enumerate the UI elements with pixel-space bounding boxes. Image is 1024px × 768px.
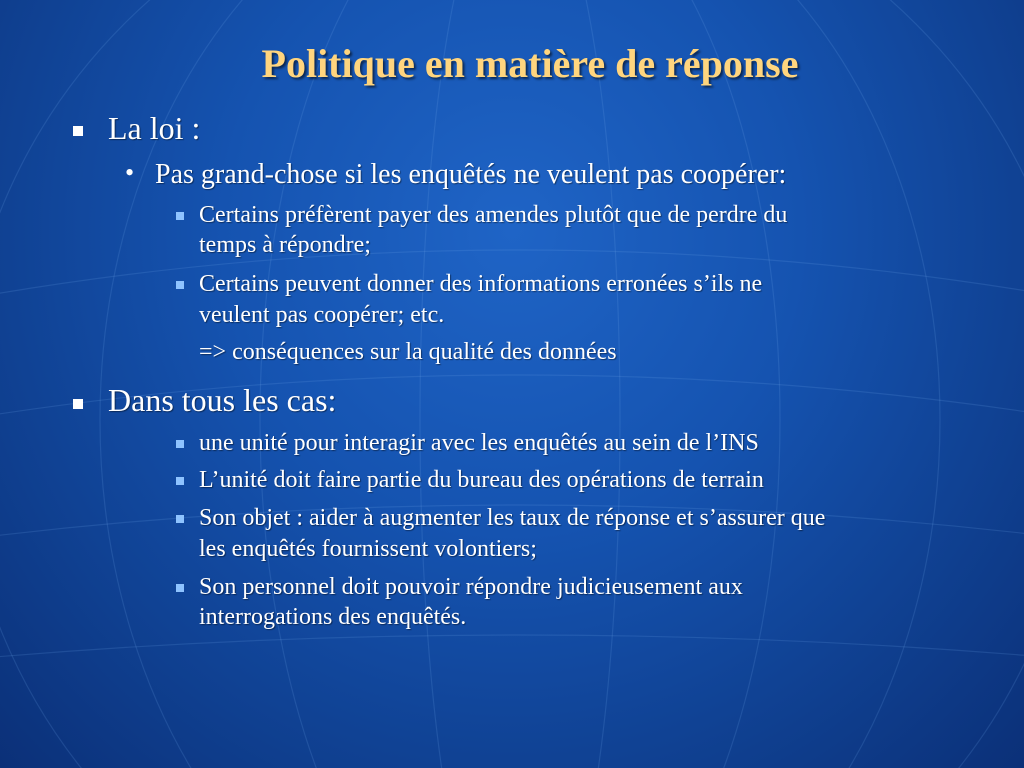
section-heading: La loi :	[108, 110, 201, 146]
slide-title: Politique en matière de réponse	[261, 41, 799, 86]
round-bullet-icon: •	[125, 158, 135, 187]
section-subheading: Pas grand-chose si les enquêtés ne veulent pas coopérer:	[155, 159, 787, 190]
consequence-note: => conséquences sur la qualité des données	[199, 339, 617, 365]
list-item-line: Certains peuvent donner des informations erronées s’ils ne	[199, 271, 763, 297]
small-square-bullet-icon	[176, 584, 184, 592]
list-item-line: Son objet : aider à augmenter les taux de réponse et s’assurer que	[199, 505, 826, 531]
square-bullet-icon	[73, 399, 83, 409]
small-square-bullet-icon	[176, 281, 184, 289]
list-item-line: une unité pour interagir avec les enquêtés au sein de l’INS	[199, 430, 759, 456]
list-item-line: temps à répondre;	[199, 232, 371, 258]
list-item-line: veulent pas coopérer; etc.	[199, 302, 445, 328]
list-item-line: interrogations des enquêtés.	[199, 604, 467, 630]
small-square-bullet-icon	[176, 440, 184, 448]
list-item-line: Son personnel doit pouvoir répondre judicieusement aux	[199, 574, 743, 600]
small-square-bullet-icon	[176, 477, 184, 485]
list-item-line: L’unité doit faire partie du bureau des opérations de terrain	[199, 467, 764, 493]
square-bullet-icon	[73, 126, 83, 136]
small-square-bullet-icon	[176, 212, 184, 220]
section-heading: Dans tous les cas:	[108, 382, 337, 418]
list-item-line: les enquêtés fournissent volontiers;	[199, 536, 537, 562]
small-square-bullet-icon	[176, 515, 184, 523]
list-item-line: Certains préfèrent payer des amendes plutôt que de perdre du	[199, 202, 788, 228]
